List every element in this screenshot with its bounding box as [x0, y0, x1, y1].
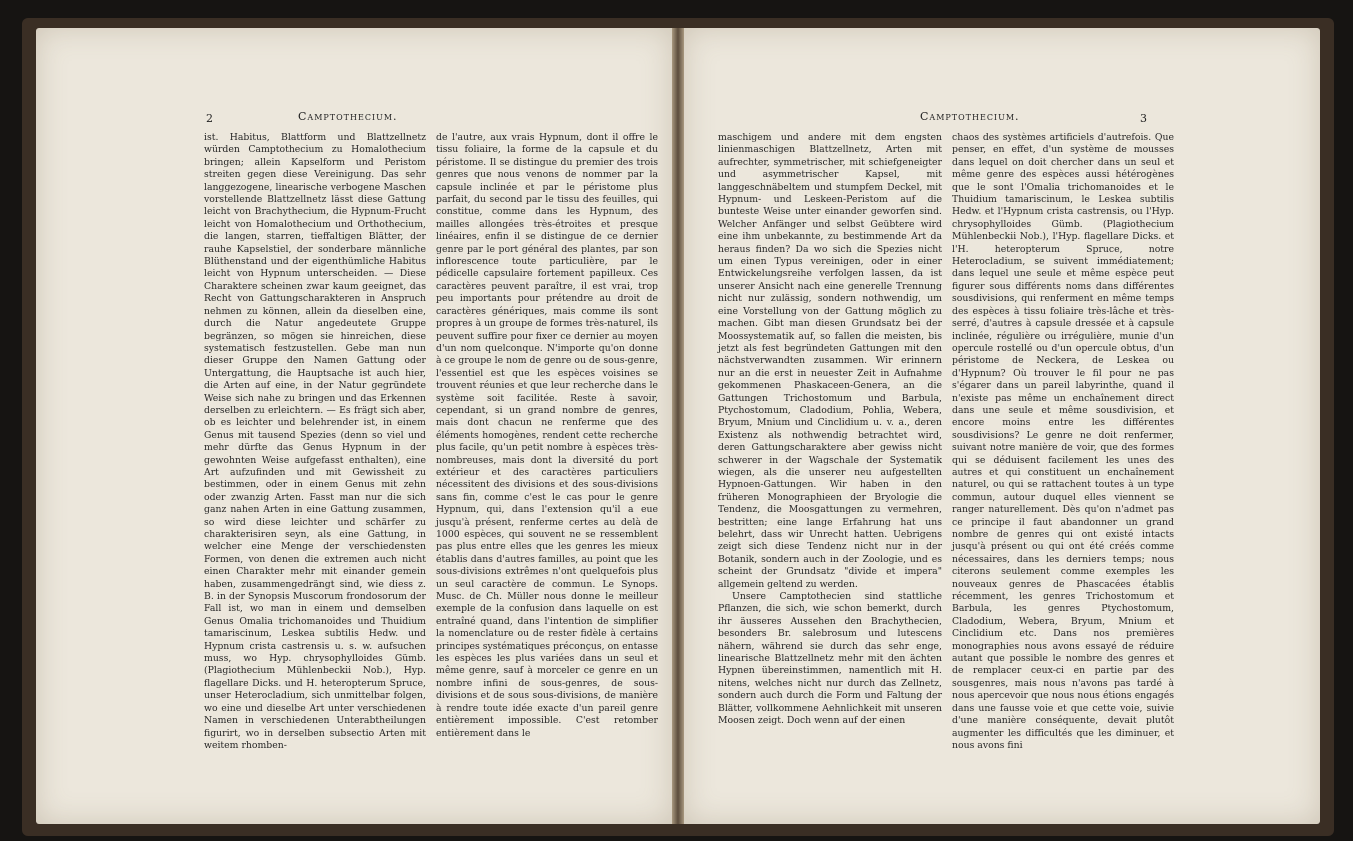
- book-gutter: [672, 28, 684, 824]
- paragraph: de l'autre, aux vrais Hypnum, dont il offre le tissu foliaire, la forme de la capsule et du péristome. Il se distingue du premier des trois genres que nous venons de nommer par la capsule inclinée et par le péristome plus parfait, du second par le tissu des feuilles, qui constitue, comme dans les Hypnum, des mailles allongées très-étroites et presque linéaires, enfin il se distingue de ce dernier genre par le port général des plantes, par son inflorescence toute particulière, par le pédicelle capsulaire fortement papilleux. Ces caractères peuvent paraître, il est vrai, trop peu importants pour prétendre au droit de caractères génériques, mais comme ils sont propres à un groupe de formes très-naturel, ils peuvent suffire pour fixer ce dernier au moyen d'un nom quelconque. N'importe qu'on donne à ce groupe le nom de genre ou de sous-genre, l'essentiel est que les espèces voisines se trouvent réunies et que leur recherche dans le système soit facilitée. Reste à savoir, cependant, si un grand nombre de genres, mais dont chacun ne renferme que des éléments homogènes, rendent cette recherche plus facile, qu'un petit nombre à espèces très-nombreuses, mais dont la diversité du port extérieur et des caractères particuliers nécessitent des divisions et des sous-divisions sans fin, comme c'est le cas pour le genre Hypnum, qui, dans l'extension qu'il a eue jusqu'à présent, renferme certes au delà de 1000 espèces, qui souvent ne se ressemblent pas plus entre elles que les genres les mieux établis dans d'autres familles, au point que les sous-divisions extrêmes n'ont quelquefois plus un seul caractère de commun. Le Synops. Musc. de Ch. Müller nous donne le meilleur exemple de la confusion dans laquelle on est entraîné quand, dans l'intention de simplifier la nomenclature ou de rester fidèle à certains principes systématiques préconçus, on entasse les espèces les plus variées dans un seul et même genre, sauf à morceler ce genre en un nombre infini de sous-genres, de sous-divisions et de sous sous-divisions, de manière à rendre toute idée exacte d'un pareil genre entièrement impossible. C'est retomber entièrement dans le: [436, 132, 658, 739]
- left-page: [36, 28, 672, 824]
- running-head: Camptothecium.: [298, 110, 398, 123]
- text-column-french: [952, 132, 1174, 752]
- page-number: 3: [1140, 112, 1147, 125]
- paragraph: chaos des systèmes artificiels d'autrefois. Que penser, en effet, d'un système de mousses dans lequel on doit chercher dans un seul et même genre des espèces aussi hétérogènes que le sont l'Omalia trichomanoides et le Thuidium tamariscinum, le Leskea subtilis Hedw. et l'Hypnum crista castrensis, ou l'Hyp. chrysophylloides Gümb. (Plagiothecium Mühlenbeckii Nob.), l'Hyp. flagellare Dicks. et l'H. heteropterum Spruce, notre Heterocladium, se suivent immédiatement; dans lequel une seule et même espèce peut figurer sous différents noms dans différentes sousdivisions, qui renferment en même temps des espèces à tissu foliaire très-lâche et très-serré, d'autres à capsule dressée et à capsule inclinée, régulière ou irrégulière, munie d'un opercule rostellé ou d'un opercule obtus, d'un péristome de Neckera, de Leskea ou d'Hypnum? Où trouver le fil pour ne pas s'égarer dans un pareil labyrinthe, quand il n'existe pas même un enchaînement direct dans une seule et même sousdivision, et encore moins entre les différentes sousdivisions? Le genre ne doit renfermer, suivant notre manière de voir, que des formes qui se déduisent facilement les unes des autres et qui constituent un enchaînement naturel, ou qui se rattachent toutes à un type commun, autour duquel elles viennent se ranger naturellement. Dès qu'on n'admet pas ce principe il faut abandonner un grand nombre de genres qui ont existé intacts jusqu'à présent ou qui ont été créés comme nécessaires, dans les derniers temps; nous citerons seulement comme exemples les nouveaux genres de Phascacées établis récemment, les genres Trichostomum et Barbula, les genres Ptychostomum, Cladodium, Webera, Bryum, Mnium et Cinclidium etc. Dans nos premières monographies nous avons essayé de réduire autant que possible le nombre des genres et de remplacer ceux-ci en partie par des sousgenres, mais nous n'avons pas tardé à nous apercevoir que nous nous étions engagés dans une fausse voie et que cette voie, suivie d'une manière conséquente, devait plutôt augmenter les difficultés que les diminuer, et nous avons fini: [952, 132, 1174, 751]
- open-book: [22, 18, 1334, 836]
- paragraph: maschigem und andere mit dem engsten linienmaschigen Blattzellnetz, Arten mit aufrechter, symmetrischer, mit schiefgeneigter und asymmetrischer Kapsel, mit langgeschnäbeltem und stumpfem Deckel, mit Hypnum- und Leskeen-Peristom auf die bunteste Weise unter einander geworfen sind. Welcher Anfänger und selbst Geübtere wird eine ihm unbekannte, zu bestimmende Art da heraus finden? Da wo sich die Spezies nicht um einen Typus vereinigen, oder in einer Entwickelungsreihe verfolgen lassen, da ist unserer Ansicht nach eine generelle Trennung nicht nur zulässig, sondern nothwendig, um eine Vorstellung von der Gattung möglich zu machen. Gibt man diesen Grundsatz bei der Moossystematik auf, so fallen die meisten, bis jetzt als fest begründeten Gattungen mit den nächstverwandten zusammen. Wir erinnern nur an die erst in neuester Zeit in Aufnahme gekommenen Phaskaceen-Genera, an die Gattungen Trichostomum und Barbula, Ptychostomum, Cladodium, Pohlia, Webera, Bryum, Mnium und Cinclidium u. v. a., deren Existenz als nothwendig betrachtet wird, deren Gattungscharaktere aber gewiss nicht schwerer in der Wagschale der Systematik wiegen, als die unserer neu aufgestellten Hypnoen-Gattungen. Wir haben in den früheren Monographieen der Bryologie die Tendenz, die Moosgattungen zu vermehren, bestritten; eine lange Erfahrung hat uns belehrt, dass wir Unrecht hatten. Uebrigens zeigt sich diese Tendenz nicht nur in der Botanik, sondern auch in der Zoologie, und es scheint der Grundsatz "divide et impera" allgemein geltend zu werden.: [718, 132, 942, 590]
- right-page: [684, 28, 1320, 824]
- text-column-german: [204, 132, 426, 752]
- paragraph: ist. Habitus, Blattform und Blattzellnetz würden Camptothecium zu Homalothecium bringen; allein Kapselform und Peristom streiten gegen diese Vereinigung. Das sehr langgezogene, linearische verbogene Maschen vorstellende Blattzellnetz lässt diese Gattung leicht von Brachythecium, die Hypnum-Frucht leicht von Homalothecium und Orthothecium, die langen, starren, tieffaltigen Blätter, der rauhe Kapselstiel, der sonderbare männliche Blüthenstand und der eigenthümliche Habitus leicht von Hypnum unterscheiden. — Diese Charaktere scheinen zwar kaum geeignet, das Recht von Gattungscharakteren in Anspruch nehmen zu können, allein da dieselben eine, durch die Natur angedeutete Gruppe begränzen, so mögen sie hinreichen, diese systematisch festzustellen. Gebe man nun dieser Gruppe den Namen Gattung oder Untergattung, die Hauptsache ist auch hier, die Arten auf eine, in der Natur gegründete Weise sich nahe zu bringen und das Erkennen derselben zu erleichtern. — Es frägt sich aber, ob es leichter und belehrender ist, in einem Genus mit tausend Spezies (denn so viel und mehr dürfte das Genus Hypnum in der gewohnten Weise aufgefasst enthalten), eine Art aufzufinden und mit Gewissheit zu bestimmen, oder in einem Genus mit zehn oder zwanzig Arten. Fasst man nur die sich ganz nahen Arten in eine Gattung zusammen, so wird diese leichter und schärfer zu charakterisiren seyn, als eine Gattung, in welcher eine Menge der verschiedensten Formen, von denen die extremen auch nicht einen Charakter mehr mit einander gemein haben, zusammengedrängt sind, wie diess z. B. in der Synopsis Muscorum frondosorum der Fall ist, wo man in einem und demselben Genus Omalia trichomanoides und Thuidium tamariscinum, Leskea subtilis Hedw. und Hypnum crista castrensis u. s. w. aufsuchen muss, wo Hyp. chrysophylloides Gümb. (Plagiothecium Mühlenbeckii Nob.), Hyp. flagellare Dicks. und H. heteropterum Spruce, unser Heterocladium, sich unmittelbar folgen, wo eine und dieselbe Art unter verschiedenen Namen in verschiedenen Unterabtheilungen figurirt, wo in derselben subsectio Arten mit weitem rhomben-: [204, 132, 426, 751]
- paragraph: Unsere Camptothecien sind stattliche Pflanzen, die sich, wie schon bemerkt, durch ihr äusseres Aussehen den Brachythecien, besonders Br. salebrosum und lutescens nähern, während sie durch das sehr enge, linearische Blattzellnetz mehr mit den ächten Hypnen übereinstimmen, namentlich mit H. nitens, welches nicht nur durch das Zellnetz, sondern auch durch die Form und Faltung der Blätter, vollkommene Aehnlichkeit mit unseren Moosen zeigt. Doch wenn auf der einen: [718, 591, 942, 727]
- page-number: 2: [206, 112, 213, 125]
- running-head: Camptothecium.: [920, 110, 1020, 123]
- text-column-french: [436, 132, 658, 740]
- text-column-german: [718, 132, 942, 728]
